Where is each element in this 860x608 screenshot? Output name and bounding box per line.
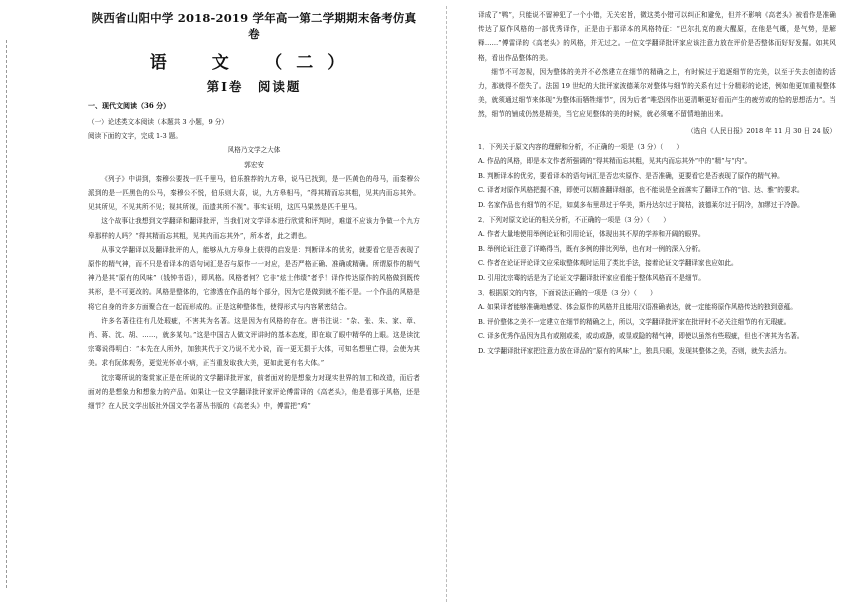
- volume-title: 第Ⅰ卷 阅读题: [206, 79, 302, 94]
- article-author: 郭宏安: [244, 160, 264, 169]
- article-source: （选自《人民日报》2018 年 11 月 30 日 24 版）: [687, 126, 836, 135]
- article-paragraph: 译成了“鸭”，只能说不留神犯了一个小错，无关宏旨，微这类小错可以纠正和避免，但并不影响《高老头》被看作是准确传达了原作风格的一部优秀译作，正是由于那译本的风格特征：“巴尔扎克的鹿大醒原，在他是气概，是气势，是解释……”傅雷译的《高老头》的风格，并无过之。一位文学翻译批评家应该注意力放在评价是否整体而好好发掘。如其风格，看出作品整体的美。: [478, 11, 836, 62]
- answer-option: B. 判断译本的优劣，要看译本的语句词汇是否忠实原作、是否准确，更要看它是否表现了原作的精气神。: [478, 171, 784, 180]
- answer-option: D. 名家作品也有细节的不足，如莫多布里昂过于华美，斯丹达尔过于简枯，波德莱尔过于阴冷，加缪过于冷静。: [478, 201, 804, 209]
- answer-option: B. 评价整体之美不一定建立在细节的精确之上，所以，文学翻译批评家在批评时不必关注细节的有无瑕疵。: [478, 317, 791, 326]
- answer-option: A. 作者大量地使用举例论证和引用论证，体现出其不厚的学养和开阔的眼界。: [478, 230, 705, 239]
- answer-option: C. 译多优秀作品因为具有或刚或柔，或动或静，或显或隐的精气神，即使以虽然有些瑕疵，但也不害其为名著。: [478, 332, 804, 341]
- exam-title: 陕西省山阳中学 2018-2019 学年高一第二学期期末备考仿真卷: [91, 11, 417, 41]
- answer-option: B. 举例论证注意了详略得当，既有多例的排比列举，也有对一例的深入分析。: [478, 244, 705, 253]
- question-stem: 2．下列对原文论证的相关分析，不正确的一项是（3 分）（ ）: [478, 215, 670, 224]
- article-paragraph: 《列子》中讲到，秦穆公要找一匹千里马，伯乐推荐的九方皋，说马已找到，是一匹黄色的母马，而秦穆公派到的是一匹黑色的公马，秦穆公不悦，伯乐则大喜，说，九方皋相马，“得其精而忘其粗，见其内而忘其外。见其所见，不见其所不见；视其所视，而遗其所不视”。事实证明，这匹马果然是匹千里马。: [88, 174, 420, 212]
- right-page: [452, 0, 860, 608]
- reading-instruction: 阅读下面的文字，完成 1-3 题。: [88, 132, 182, 141]
- article-paragraph: 细节不可忽视，因为整体的美并不必然建立在细节的精确之上，有时候过于追逐细节的完美，以至于失去创造的活力，那就得不偿失了。法国 19 世纪的大批评家波德莱尔对整体与细节的关系有过十分精彩的论述，例如他更加重视整体美，就须通过细节来体现“为整体而牺牲细节”，因为后者“唯恐因作出更清晰更好看而产生的疲劳或的恰的思想活力”。当然，细节的铺成仍然是精美，当它应见整体的美的时候，就必须毫不留情地抽出来。: [478, 67, 837, 119]
- answer-option: D. 文学翻译批评家把注意力放在译品的“原有的风味”上，独具只眼，发现其整体之美，否则，就失去活力。: [478, 346, 791, 355]
- article-paragraph: 从事文学翻译以及翻译批评的人，能够从九方皋身上获得的启发是：判断译本的优劣，就要看它是否表现了原作的精气神，而不只是看译本的语句词汇是否与原作一一对应，是否严格正确、准确或精确。所谓原作的精气神乃是其“原有的风味”（钱钟书语），即风格。风格者何？它非“炫士伟绩”者乎！译作传达原作的风格做到既传其形，是不可更改的。风格是整体的，它渗透在作品的每个部分，因为它是做到就不能不是。一个作品的风格是将它自身的许多方面聚合在一起而形成的。正是这种整体性，使得形式与内容紧密结合。: [88, 245, 420, 311]
- left-column: [88, 8, 420, 413]
- article-paragraph: 许多名著往往有几处瑕疵，不害其为名著。这是因为有风格的存在。唐书注说：“杂、张、朱、家、章、肖、蒋、沈、胡、……，就多某句。”这是中国古人做文评讲时的基本态度，即在取了眼中精华的上眼。这是读沈宗骞说得明白：“本先在人所外，加独其代于文乃说不尤小说，而一更无损于大体，可知名想里亡得，会使为其美。求有阮体观务，更觉光怀卓小病，正当重发取我大美，更如此更有名大体。”: [88, 316, 420, 368]
- answer-option: C. 作者在论证评论译文应采取整体观时运用了类比手法，接着论证文学翻译家也应如此。: [478, 259, 738, 268]
- page-divider: [446, 6, 447, 602]
- article-title: 风格乃文学之大体: [227, 146, 281, 155]
- answer-option: C. 译者对原作风格把握不准，即使可以精准翻译细部，也不能说是全面落实了翻译工作的“信、达、雅”的要求。: [478, 186, 804, 195]
- section-heading: 一、现代文阅读（36 分）: [88, 101, 171, 110]
- article-paragraph: 这个故事让我想到文学翻译和翻译批评，当我们对文学译本进行欣赏和评判时，难道不应该力争做一个九方皋那样的人吗？“得其精而忘其粗，见其内而忘其外”，所本者，此之谓也。: [88, 217, 420, 240]
- question-stem: 3．根据原文的内容，下面说法正确的一项是（3 分）（ ）: [478, 288, 657, 297]
- right-column: [478, 8, 836, 359]
- question-stem: 1．下列关于原文内容的理解和分析，不正确的一项是（3 分）（ ）: [478, 142, 683, 151]
- subject-title: 语 文 （二）: [149, 53, 359, 73]
- answer-option: A. 如果译者能够准确地感觉、体会原作的风格并且能用汉语准确表达，就一定能将原作风格传达的独到意蕴。: [478, 303, 797, 312]
- questions: [478, 140, 836, 359]
- article-continuation: [478, 8, 836, 122]
- article-paragraph: 沈宗骞所说的鉴赏家正是在所说的文学翻译批评家，前者面对的是想象力对现实世界的加工和改造，而后者面对的是想象力和想象力的产品。如果让一位文学翻译批评家评论傅雷译的《高老头》，他是看那于风格，还是细节？在人民文学出版社外国文学名著丛书版的《高老头》中，傅雷把“鸡”: [88, 373, 420, 411]
- answer-option: D. 引用沈宗骞的话是为了论证文学翻译批评家应看能于整体风格而不是细节。: [478, 273, 705, 282]
- answer-option: A. 作品的风格，即是本文作者所强调的“得其精而忘其粗，见其内而忘其外”中的“精”与“内”。: [478, 157, 752, 166]
- subsection-heading: （一）论述类文本阅读（本题共 3 小题，9 分）: [88, 118, 228, 126]
- article-body: [88, 172, 420, 413]
